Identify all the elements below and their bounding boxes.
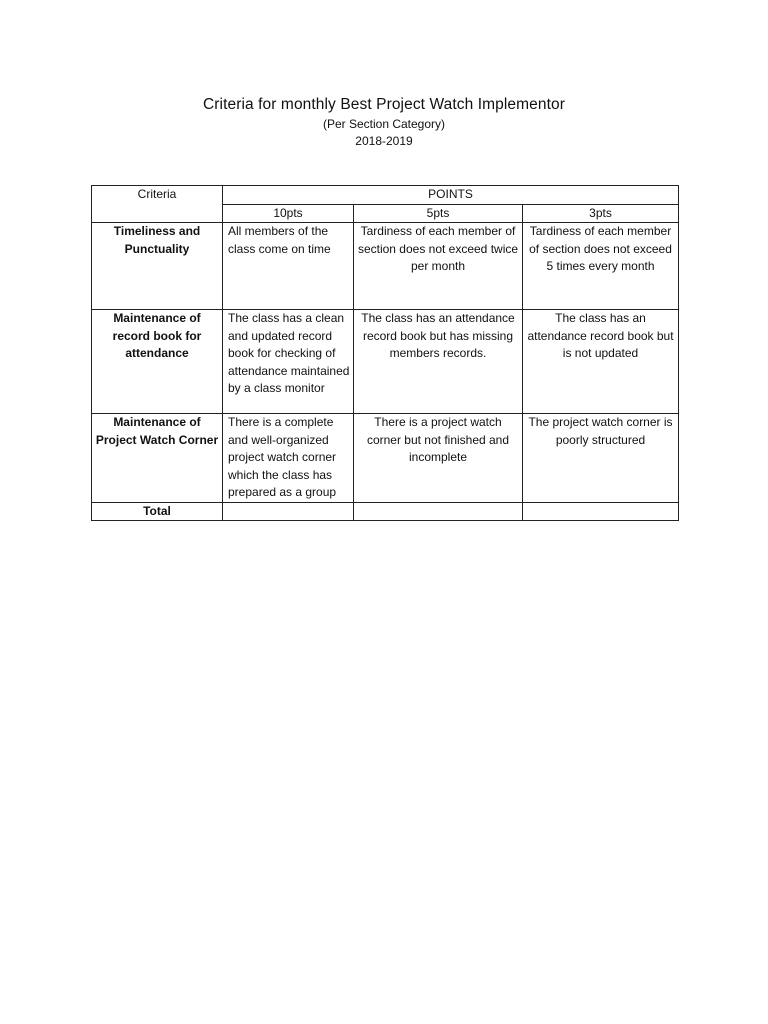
table-row: [92, 310, 679, 414]
criterion-cell-10pts: The class has a clean and updated record book for checking of attendance maintained by a class monitor: [223, 310, 354, 414]
criterion-cell-5pts: The class has an attendance record book but has missing members records.: [354, 310, 523, 414]
criterion-cell-3pts: The class has an attendance record book but is not updated: [523, 310, 679, 414]
criterion-cell-10pts: There is a complete and well-organized project watch corner which the class has prepared as a group: [223, 414, 354, 503]
total-cell-3pts: [523, 502, 679, 521]
table-header-row: [92, 186, 679, 205]
table-row: [92, 414, 679, 503]
criteria-header: Criteria: [92, 186, 223, 223]
document-year: 2018-2019: [355, 134, 413, 148]
total-cell-5pts: [354, 502, 523, 521]
criterion-cell-3pts: The project watch corner is poorly structured: [523, 414, 679, 503]
criterion-cell-5pts: There is a project watch corner but not finished and incomplete: [354, 414, 523, 503]
total-row: [92, 502, 679, 521]
document-title: Criteria for monthly Best Project Watch Implementor: [202, 96, 565, 113]
criterion-label: Timeliness and Punctuality: [92, 223, 223, 310]
criterion-cell-10pts: All members of the class come on time: [223, 223, 354, 310]
table-row: [92, 223, 679, 310]
criterion-cell-3pts: Tardiness of each member of section does not exceed 5 times every month: [523, 223, 679, 310]
criterion-label: Maintenance of Project Watch Corner: [92, 414, 223, 503]
points-5-header: 5pts: [354, 204, 523, 223]
criteria-table: [91, 185, 679, 521]
document-subtitle: (Per Section Category): [322, 117, 446, 131]
points-header: POINTS: [223, 186, 679, 205]
points-10-header: 10pts: [223, 204, 354, 223]
points-3-header: 3pts: [523, 204, 679, 223]
criterion-label: Maintenance of record book for attendance: [92, 310, 223, 414]
total-cell-10pts: [223, 502, 354, 521]
criterion-cell-5pts: Tardiness of each member of section does not exceed twice per month: [354, 223, 523, 310]
total-label: Total: [92, 502, 223, 521]
